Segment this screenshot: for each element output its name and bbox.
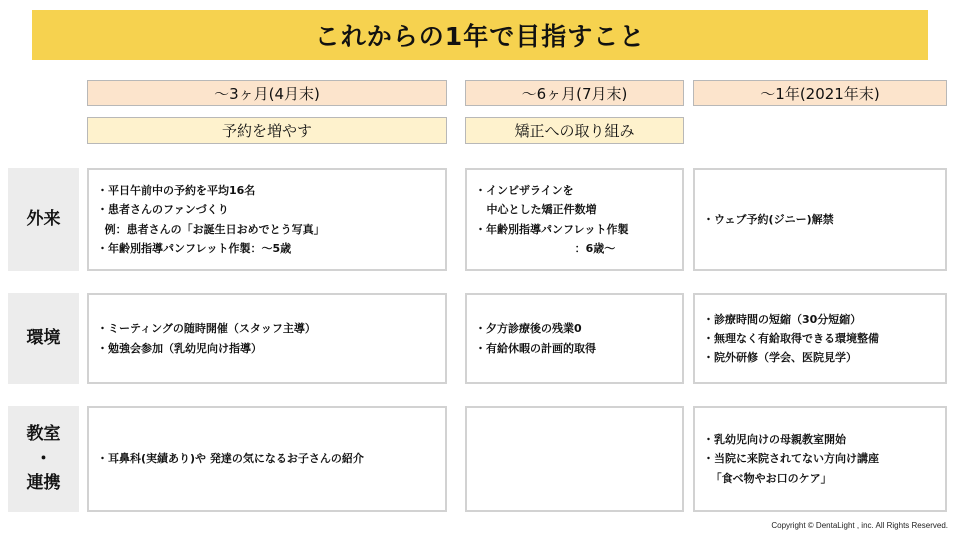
row-label-text: 連携 bbox=[26, 473, 61, 494]
cell-line: ・耳鼻科(実績あり)や 発達の気になるお子さんの紹介 bbox=[97, 452, 364, 466]
cell-environment-6-months bbox=[465, 293, 684, 384]
row-label-outpatient bbox=[8, 168, 79, 271]
cell-environment-3-months bbox=[87, 293, 447, 384]
cell-line: ・夕方診療後の残業0 bbox=[475, 322, 582, 336]
cell-line: ・ウェブ予約(ジニー)解禁 bbox=[703, 212, 834, 226]
cell-line: ・年齢別指導パンフレット作製：〜5歳 bbox=[97, 241, 292, 255]
row-label-environment bbox=[8, 293, 79, 384]
row-label-text: ・ bbox=[35, 448, 52, 469]
cell-line: ・当院に来院されてない方向け講座 bbox=[703, 452, 879, 466]
goal-3-months: 予約を増やす bbox=[87, 117, 447, 144]
page-title: これからの1年で目指すこと bbox=[314, 22, 646, 51]
cell-environment-1-year bbox=[693, 293, 947, 384]
column-heading-1-year: 〜1年(2021年末) bbox=[693, 80, 947, 106]
cell-line: 中心とした矯正件数増 bbox=[475, 203, 597, 217]
cell-line: ・ミーティングの随時開催（スタッフ主導） bbox=[97, 322, 316, 336]
cell-line: ・無理なく有給取得できる環境整備 bbox=[703, 331, 879, 345]
cell-outpatient-6-months bbox=[465, 168, 684, 271]
cell-outpatient-3-months bbox=[87, 168, 447, 271]
cell-outpatient-1-year bbox=[693, 168, 947, 271]
row-label-text: 外来 bbox=[26, 209, 61, 230]
cell-line: ・診療時間の短縮（30分短縮） bbox=[703, 312, 862, 326]
title-banner bbox=[32, 10, 928, 60]
column-heading-6-months: 〜6ヶ月(7月末) bbox=[465, 80, 684, 106]
cell-line: ・乳幼児向けの母親教室開始 bbox=[703, 433, 846, 447]
copyright-notice: Copyright © DentaLight , inc. All Rights Reserved. bbox=[771, 521, 948, 530]
cell-line: ：6歳〜 bbox=[475, 241, 616, 255]
column-heading-3-months: 〜3ヶ月(4月末) bbox=[87, 80, 447, 106]
cell-classroom-6-months bbox=[465, 406, 684, 512]
cell-classroom-3-months bbox=[87, 406, 447, 512]
cell-line: ・勉強会参加（乳幼児向け指導） bbox=[97, 341, 262, 355]
row-label-text: 教室 bbox=[26, 424, 61, 445]
cell-line: ・院外研修（学会、医院見学） bbox=[703, 351, 857, 365]
cell-line: 例：患者さんの「お誕生日おめでとう写真」 bbox=[97, 222, 325, 236]
cell-line: ・患者さんのファンづくり bbox=[97, 203, 229, 217]
cell-line: 「食べ物やお口のケア」 bbox=[703, 471, 832, 485]
cell-line: ・インビザラインを bbox=[475, 184, 574, 197]
row-label-classroom-collaboration bbox=[8, 406, 79, 512]
cell-line: ・平日午前中の予約を平均16名 bbox=[97, 184, 256, 197]
cell-line: ・年齢別指導パンフレット作製 bbox=[475, 222, 629, 236]
cell-line: ・有給休暇の計画的取得 bbox=[475, 341, 596, 355]
cell-classroom-1-year bbox=[693, 406, 947, 512]
goal-6-months: 矯正への取り組み bbox=[465, 117, 684, 144]
row-label-text: 環境 bbox=[26, 328, 61, 349]
